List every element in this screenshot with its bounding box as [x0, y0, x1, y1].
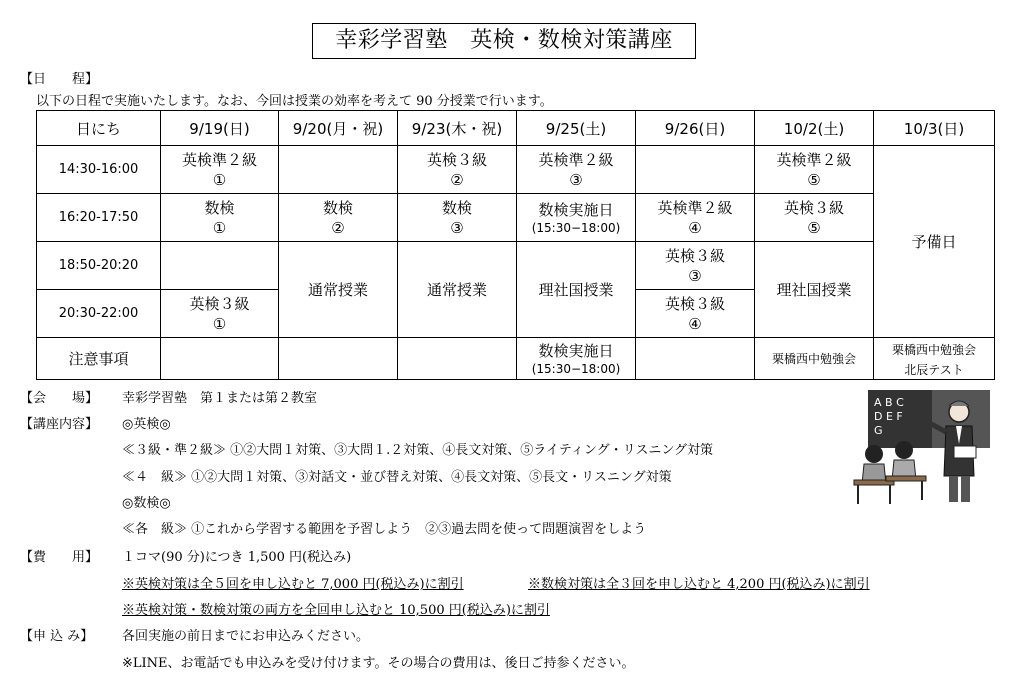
board-text-3: G [874, 424, 883, 437]
header-date: 日にち [37, 111, 161, 146]
table-cell: 英検３級 ② [398, 146, 517, 194]
apply-text-2: ※LINE、お電話でも申込みを受け付けます。その場合の費用は、後日ご持参ください。 [122, 656, 635, 671]
schedule-label: 【日 程】 [20, 72, 99, 87]
table-cell: 英検準２級 ⑤ [755, 146, 874, 194]
fee-text: １コマ(90 分)につき 1,500 円(税込み) [122, 550, 352, 565]
fee-discount-3: ※英検対策・数検対策の両方を全回申し込むと 10,500 円(税込み)に割引 [122, 603, 550, 618]
classroom-teacher-illustration [852, 388, 990, 510]
merged-cell: 理社国授業 [517, 242, 636, 338]
eiken-heading: ◎英検◎ [122, 417, 171, 432]
table-cell: 英検準２級 ① [161, 146, 279, 194]
table-row [37, 242, 995, 290]
notes-label: 注意事項 [37, 338, 161, 380]
table-row [37, 194, 995, 242]
header-920: 9/20(月・祝) [279, 111, 398, 146]
student-head [865, 445, 883, 463]
fee-discount-2: ※数検対策は全３回を申し込むと 4,200 円(税込み)に割引 [528, 577, 870, 592]
table-cell: 英検準２級 ③ [517, 146, 636, 194]
merged-cell: 通常授業 [279, 242, 398, 338]
suken-line: ≪各 級≫ ①これから学習する範囲を予習しよう ②③過去問を使って問題演習をしよう [122, 522, 647, 537]
table-cell: 英検３級 ④ [636, 290, 755, 338]
header-926: 9/26(日) [636, 111, 755, 146]
table-cell: 数検 ③ [398, 194, 517, 242]
fee-label: 【費 用】 [20, 550, 99, 565]
merged-cell-yobi: 予備日 [874, 146, 995, 338]
table-row-notes [37, 338, 995, 380]
board-text-2: D E F [874, 410, 903, 423]
suken-heading: ◎数検◎ [122, 496, 171, 511]
table-cell [636, 146, 755, 194]
fee-discount-1: ※英検対策は全５回を申し込むと 7,000 円(税込み)に割引 [122, 577, 464, 592]
board-text-1: A B C [874, 396, 904, 409]
page-title: 幸彩学習塾 英検・数検対策講座 [312, 23, 696, 59]
table-cell: 数検 ② [279, 194, 398, 242]
table-cell [636, 338, 755, 380]
apply-label: 【申 込 み】 [20, 629, 94, 644]
header-919: 9/19(日) [161, 111, 279, 146]
table-cell: 数検 ① [161, 194, 279, 242]
student-head [895, 441, 913, 459]
table-cell: 栗橋西中勉強会 [755, 338, 874, 380]
schedule-intro: 以下の日程で実施いたします。なお、今回は授業の効率を考えて 90 分授業で行います。 [36, 94, 553, 109]
table-cell [161, 242, 279, 290]
merged-cell: 理社国授業 [755, 242, 874, 338]
time-cell: 14:30-16:00 [37, 146, 161, 194]
venue-text: 幸彩学習塾 第１または第２教室 [122, 391, 318, 406]
table-row [37, 146, 995, 194]
time-cell: 16:20-17:50 [37, 194, 161, 242]
table-cell [161, 338, 279, 380]
table-cell: 英検３級 ③ [636, 242, 755, 290]
table-cell: 栗橋西中勉強会 北辰テスト [874, 338, 995, 380]
eiken-line-2: ≪４ 級≫ ①②大問１対策、③対話文・並び替え対策、④長文対策、⑤長文・リスニング対策 [122, 470, 672, 485]
eiken-line-1: ≪３級・準２級≫ ①②大問１対策、③大問１.２対策、④長文対策、⑤ライティング・リスニング対策 [122, 443, 714, 458]
header-925: 9/25(土) [517, 111, 636, 146]
table-cell [398, 338, 517, 380]
table-cell [279, 146, 398, 194]
schedule-table [36, 110, 995, 380]
apply-text-1: 各回実施の前日までにお申込みください。 [122, 629, 370, 644]
venue-label: 【会 場】 [20, 391, 99, 406]
time-cell: 18:50-20:20 [37, 242, 161, 290]
table-cell: 英検準２級 ④ [636, 194, 755, 242]
header-102: 10/2(土) [755, 111, 874, 146]
table-header-row [37, 111, 995, 146]
header-923: 9/23(木・祝) [398, 111, 517, 146]
table-cell [279, 338, 398, 380]
time-cell: 20:30-22:00 [37, 290, 161, 338]
table-cell: 数検実施日 (15:30−18:00) [517, 194, 636, 242]
header-103: 10/3(日) [874, 111, 995, 146]
merged-cell: 通常授業 [398, 242, 517, 338]
table-cell: 数検実施日 (15:30−18:00) [517, 338, 636, 380]
table-cell: 英検３級 ① [161, 290, 279, 338]
content-label: 【講座内容】 [20, 417, 99, 432]
table-cell: 英検３級 ⑤ [755, 194, 874, 242]
